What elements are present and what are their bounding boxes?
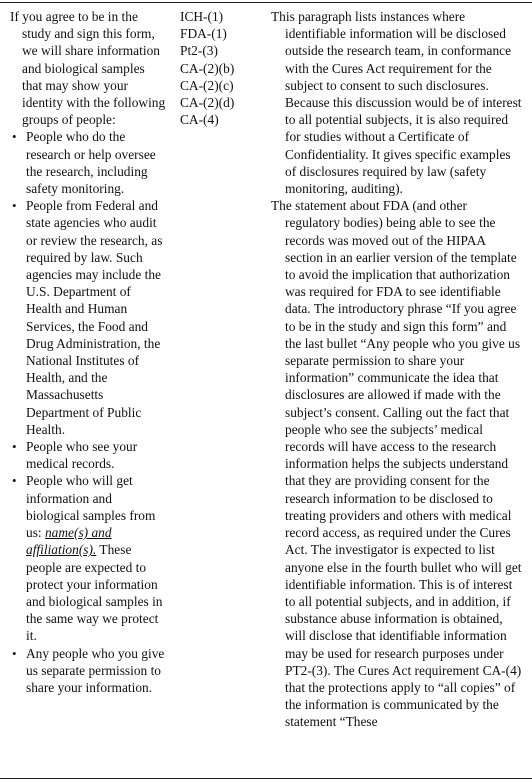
bullet-icon: • [12,439,17,455]
list-item [10,645,168,697]
requirement-code: CA-(2)(b) [180,60,235,76]
consent-text-column [10,8,168,696]
list-item-text: People who do the research or help oversee the research, including safety monitoring. [26,129,156,197]
list-item-text: People who will get information and biological samples from us: [26,473,156,541]
requirement-code: ICH-(1) [180,9,224,24]
list-item-text: Any people who you give us separate permission to share your information. [26,645,165,695]
list-item [10,472,168,644]
requirement-code: CA-(2)(d) [180,95,235,111]
bullet-icon: • [12,198,17,214]
list-item-text: People who see your medical records. [26,439,138,472]
list-item [10,438,168,472]
requirement-code: Pt2-(3) [180,43,218,59]
disclosure-groups-list [10,128,168,696]
bullet-icon: • [12,473,17,489]
fill-in-placeholder: name(s) and affiliation(s). [26,525,112,558]
table-top-rule [0,2,532,3]
list-item-text: People from Federal and state agencies who audit or review the research, as required by law. Such agencies may include the U.S. Department of Health and Human Services, the Food and Drug Administration, the National Institutes of Health, and the Massachusetts Department of Public Health. [26,198,163,437]
table-bottom-rule [0,778,532,779]
requirement-codes-column [180,8,260,128]
requirement-code: CA-(2)(c) [180,77,234,93]
list-item-text-continued: These people are expected to protect your information and biological samples in the same way we protect it. [26,542,163,644]
bullet-icon: • [12,129,17,145]
guidance-notes-column [271,8,523,731]
guidance-paragraph: This paragraph lists instances where identifiable information will be disclosed outside the research team, in conformance with the Cures Act requirement for the subject to consent to such disclosures. Because this discussion would be of interest to all potential subjects, it is also required for studies without a Certificate of Confidentiality. It gives specific examples of disclosures required by law (safety monitoring, auditing). [271,9,522,197]
list-item [10,197,168,438]
requirement-code: CA-(4) [180,112,219,128]
list-item [10,128,168,197]
guidance-paragraph: The statement about FDA (and other regulatory bodies) being able to see the records was moved out of the HIPAA section in an earlier version of the template to avoid the implication that authorization was required for FDA to see identifiable data. The introductory phrase “If you agree to be in the study and sign this form” and the last bullet “Any people who you give us separate permission to share your information” communicate the idea that disclosures are allowed if made with the subject’s consent. Calling out the fact that people who see the subjects’ medical records will have access to the research information helps the subjects understand that they are providing consent for the research information to be disclosed to treating providers and others with medical record access, as required under the Cures Act. The investigator is expected to list anyone else in the fourth bullet who will get identifiable information. This is of interest to all potential subjects, and in addition, if substance abuse information is obtained, will disclose that identifiable information may be used for research purposes under PT2-(3). The Cures Act requirement CA-(4) that the protections apply to “all copies” of the information is communicated by the statement “These [271,198,522,730]
bullet-icon: • [12,645,17,661]
requirement-code: FDA-(1) [180,26,227,42]
consent-intro: If you agree to be in the study and sign this form, we will share information and biological samples that may show your identity with the following groups of people: [10,9,166,128]
